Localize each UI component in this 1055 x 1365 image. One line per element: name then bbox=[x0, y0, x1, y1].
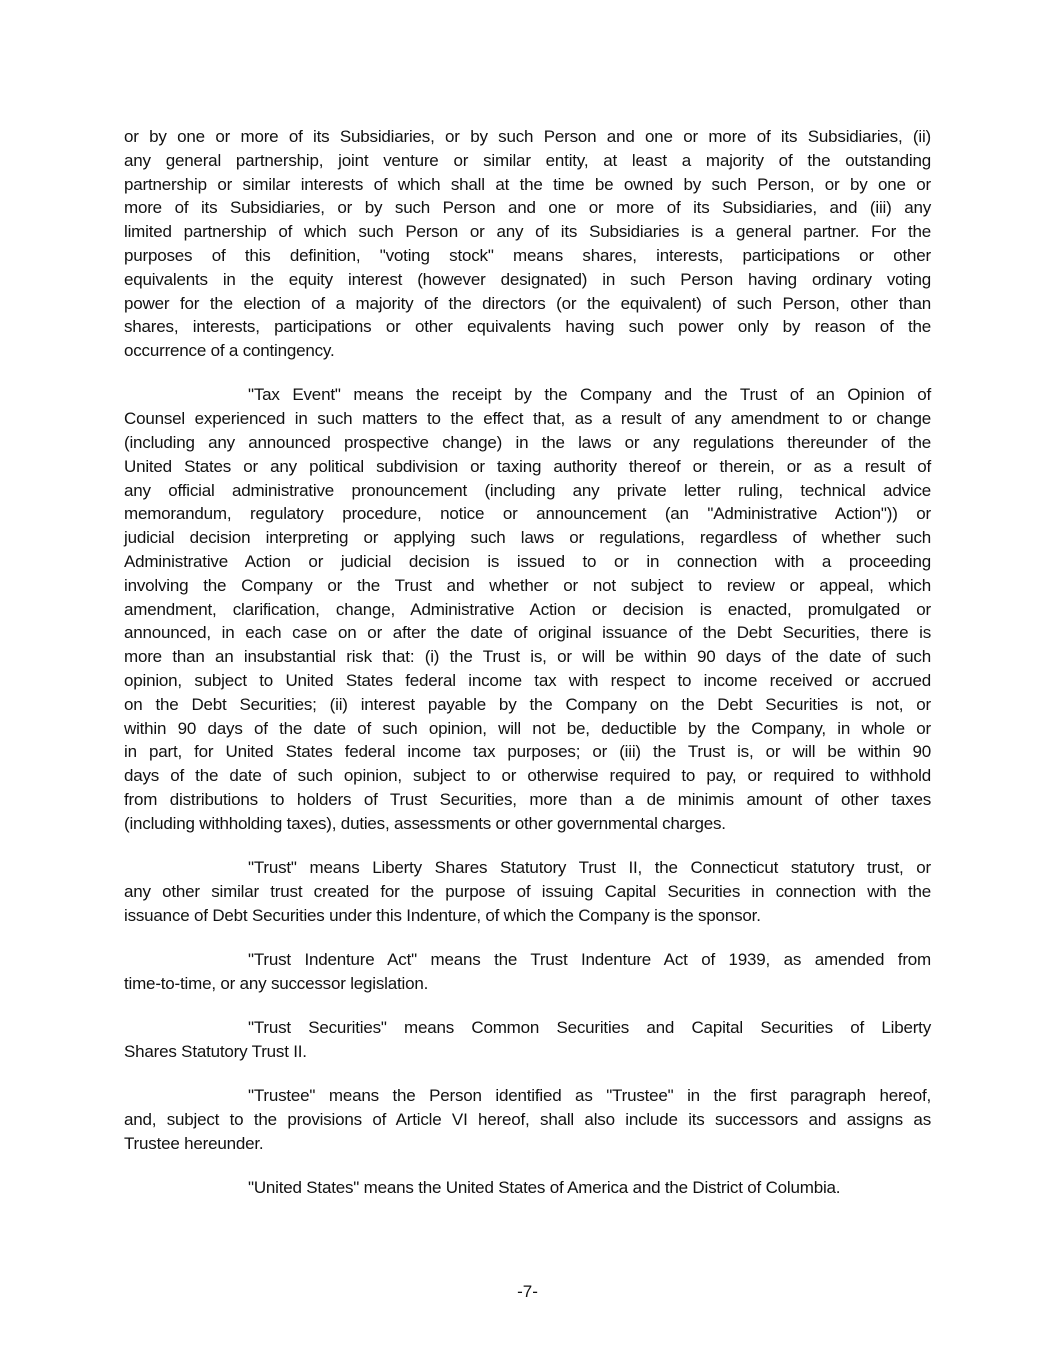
text-line: "Trust Indenture Act" means the Trust Indenture Act of 1939, as amended from bbox=[248, 950, 931, 969]
text-line: memorandum, regulatory procedure, notice or announcement (an "Administrative Action")) or bbox=[124, 504, 931, 524]
text-line: involving the Company or the Trust and whether or not subject to review or appeal, which bbox=[124, 575, 931, 595]
text-line: occurrence of a contingency. bbox=[124, 341, 335, 361]
text-line: time-to-time, or any successor legislation. bbox=[124, 973, 429, 993]
text-line: limited partnership of which such Person or any of its Subsidiaries is a general partner. For the bbox=[124, 222, 931, 242]
text-line: Administrative Action or judicial decision is issued to or in connection with a proceeding bbox=[124, 552, 931, 572]
text-line: opinion, subject to United States federal income tax with respect to income received or accrued bbox=[124, 671, 931, 691]
paragraph bbox=[124, 1176, 931, 1200]
text-line: or by one or more of its Subsidiaries, or by such Person and one or more of its Subsidiaries, (ii) bbox=[124, 127, 931, 146]
text-line: judicial decision interpreting or applying such laws or regulations, regardless of whether such bbox=[124, 528, 931, 548]
paragraph bbox=[124, 948, 931, 996]
text-line: any other similar trust created for the purpose of issuing Capital Securities in connection with the bbox=[124, 881, 931, 901]
text-line: (including any announced prospective change) in the laws or any regulations thereunder of the bbox=[124, 433, 931, 453]
text-line: "United States" means the United States of America and the District of Columbia. bbox=[248, 1178, 841, 1198]
text-line: Shares Statutory Trust II. bbox=[124, 1041, 307, 1061]
text-line: Counsel experienced in such matters to the effect that, as a result of any amendment to or change bbox=[124, 409, 931, 429]
paragraph bbox=[124, 125, 931, 363]
text-line: Trustee hereunder. bbox=[124, 1133, 264, 1153]
text-line: on the Debt Securities; (ii) interest payable by the Company on the Debt Securities is not, or bbox=[124, 694, 931, 714]
text-line: shares, interests, participations or other equivalents having such power only by reason of the bbox=[124, 317, 931, 337]
text-line: and, subject to the provisions of Article VI hereof, shall also include its successors and assigns as bbox=[124, 1109, 931, 1129]
text-line: within 90 days of the date of such opinion, will not be, deductible by the Company, in whole or bbox=[124, 718, 931, 738]
text-line: "Trustee" means the Person identified as "Trustee" in the first paragraph hereof, bbox=[248, 1086, 931, 1106]
paragraph bbox=[124, 1016, 931, 1064]
text-line: more of its Subsidiaries, or by such Person and one or more of its Subsidiaries, and (iii) any bbox=[124, 198, 931, 218]
paragraph bbox=[124, 856, 931, 927]
text-line: United States or any political subdivision or taxing authority thereof or therein, or as a result of bbox=[124, 456, 931, 476]
text-line: equivalents in the equity interest (however designated) in such Person having ordinary voting bbox=[124, 269, 931, 289]
text-line: from distributions to holders of Trust Securities, more than a de minimis amount of other taxes bbox=[124, 790, 931, 810]
text-line: "Trust" means Liberty Shares Statutory Trust II, the Connecticut statutory trust, or bbox=[248, 858, 931, 878]
page-number: -7- bbox=[517, 1282, 538, 1301]
text-line: more than an insubstantial risk that: (i) the Trust is, or will be within 90 days of the date of such bbox=[124, 647, 931, 667]
text-line: days of the date of such opinion, subject to or otherwise required to pay, or required to withhold bbox=[124, 766, 931, 786]
text-line: announced, in each case on or after the date of original issuance of the Debt Securities, there is bbox=[124, 623, 931, 643]
text-line: (including withholding taxes), duties, assessments or other governmental charges. bbox=[124, 813, 726, 833]
text-line: any general partnership, joint venture or similar entity, at least a majority of the outstanding bbox=[124, 150, 931, 170]
text-line: in part, for United States federal income tax purposes; or (iii) the Trust is, or will be within 90 bbox=[124, 742, 931, 762]
paragraph bbox=[124, 383, 931, 835]
text-line: any official administrative pronouncement (including any private letter ruling, technical advice bbox=[124, 480, 931, 500]
text-line: partnership or similar interests of which shall at the time be owned by such Person, or by one or bbox=[124, 174, 931, 194]
text-line: issuance of Debt Securities under this Indenture, of which the Company is the sponsor. bbox=[124, 905, 761, 925]
document-body bbox=[124, 125, 931, 1220]
text-line: purposes of this definition, "voting stock" means shares, interests, participations or other bbox=[124, 245, 931, 265]
paragraph bbox=[124, 1084, 931, 1155]
text-line: "Trust Securities" means Common Securities and Capital Securities of Liberty bbox=[248, 1018, 931, 1038]
text-line: power for the election of a majority of the directors (or the equivalent) of such Person, other than bbox=[124, 293, 931, 313]
text-line: "Tax Event" means the receipt by the Company and the Trust of an Opinion of bbox=[248, 385, 931, 405]
text-line: amendment, clarification, change, Administrative Action or decision is enacted, promulgated or bbox=[124, 599, 931, 619]
